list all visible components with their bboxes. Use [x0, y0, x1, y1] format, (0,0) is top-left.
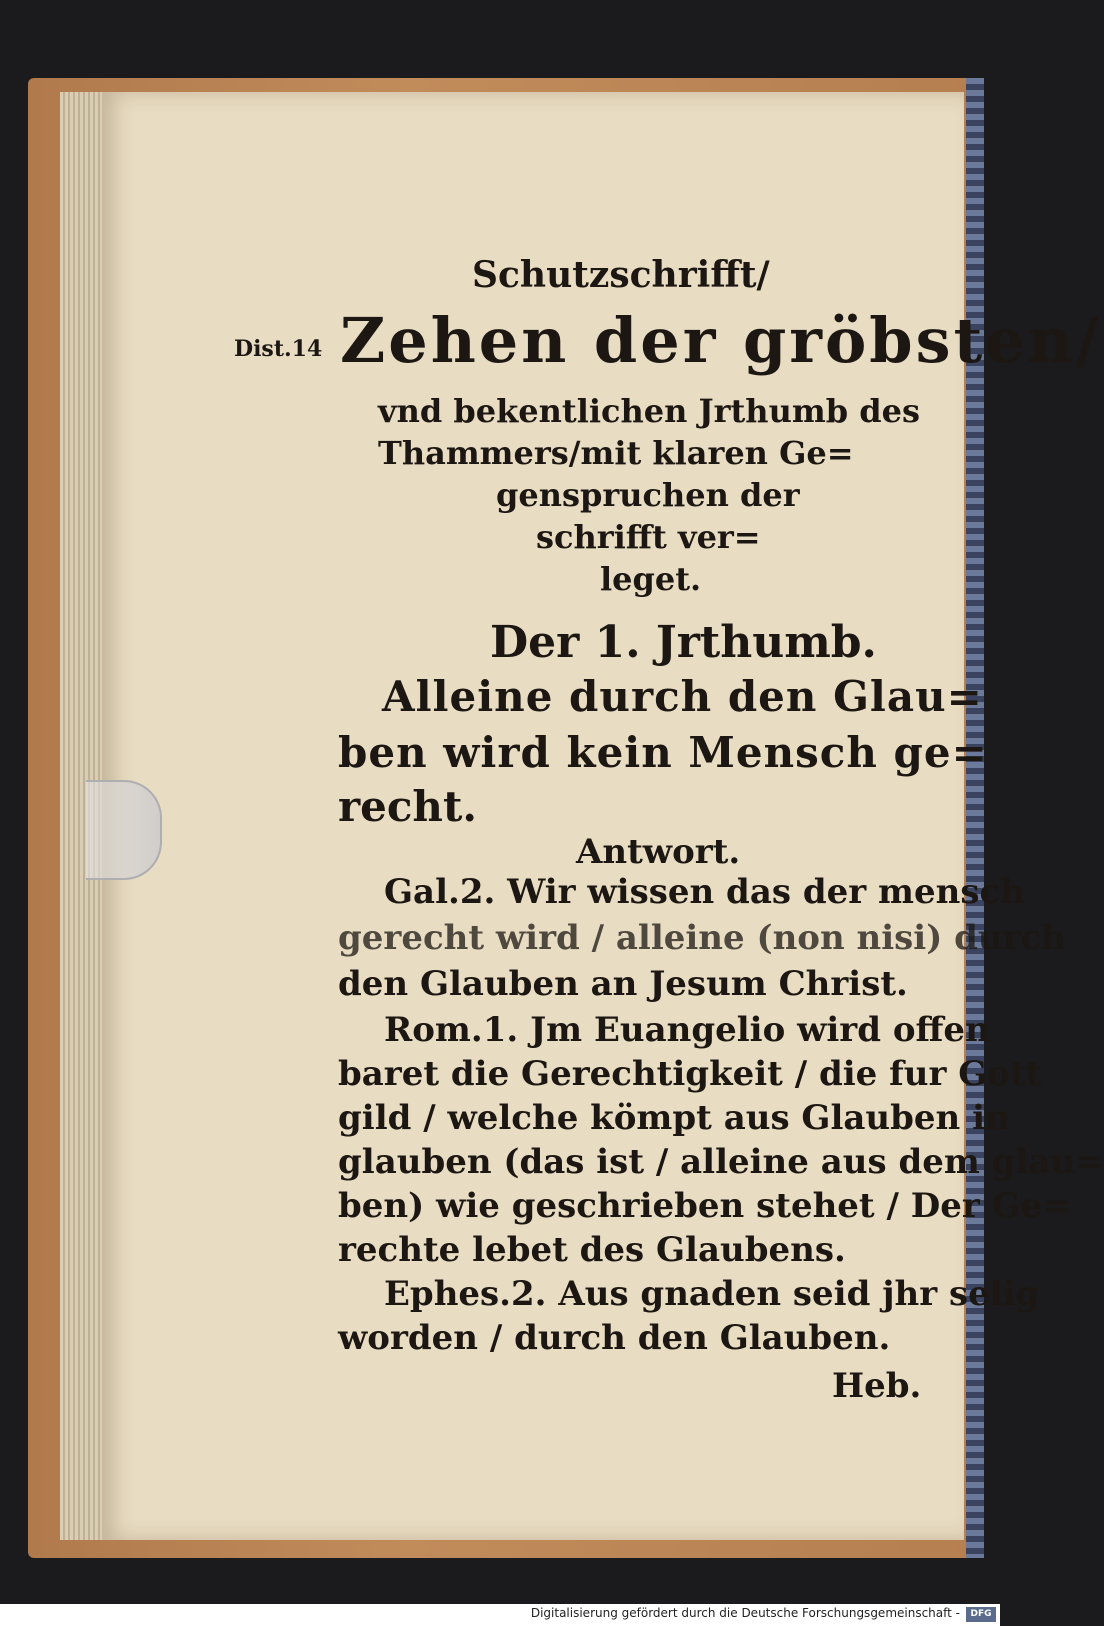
statement-line-2: ben wird kein Mensch ge=: [338, 728, 988, 777]
body-line: gerecht wird / alleine (non nisi) durch: [338, 918, 1066, 958]
footer-credit: Digitalisierung gefördert durch die Deutsche Forschungsgemeinschaft -: [530, 1606, 960, 1620]
signature-mark: Dist.14: [234, 336, 323, 362]
body-line: worden / durch den Glauben.: [338, 1318, 891, 1358]
body-line: ben) wie geschrieben stehet / Der Ge=: [338, 1186, 1071, 1226]
body-line: Gal.2. Wir wissen das der mensch: [384, 872, 1025, 912]
title-line-3: vnd bekentlichen Jrthumb des: [378, 392, 920, 430]
body-line: Ephes.2. Aus gnaden seid jhr selig: [384, 1274, 1040, 1314]
title-line-7: leget.: [600, 560, 702, 598]
title-line-5: genspruchen der: [496, 476, 800, 514]
title-line-2: Zehen der gröbsten/: [340, 304, 1102, 377]
body-line: gild / welche kömpt aus Glauben in: [338, 1098, 1010, 1138]
body-line: den Glauben an Jesum Christ.: [338, 964, 908, 1004]
body-line: Rom.1. Jm Euangelio wird offen: [384, 1010, 990, 1050]
body-line: glauben (das ist / alleine aus dem glau=: [338, 1142, 1104, 1182]
statement-line-3: recht.: [338, 782, 477, 831]
title-line-1: Schutzschrifft/: [472, 254, 770, 296]
title-line-4: Thammers/mit klaren Ge=: [378, 434, 854, 472]
book-page: [102, 92, 1104, 1540]
body-line: baret die Gerechtigkeit / die fur Gott: [338, 1054, 1042, 1094]
statement-line-1: Alleine durch den Glau=: [382, 672, 983, 721]
catchword: Heb.: [832, 1366, 922, 1406]
answer-heading: Antwort.: [576, 832, 741, 872]
dfg-logo: DFG: [966, 1607, 996, 1622]
title-line-6: schrifft ver=: [536, 518, 761, 556]
footer-bar: [0, 1604, 1000, 1626]
page-clip-tab: [86, 780, 162, 880]
section-heading: Der 1. Jrthumb.: [490, 617, 877, 668]
body-line: rechte lebet des Glaubens.: [338, 1230, 846, 1270]
spine-edge: [966, 78, 984, 1558]
page-text: [102, 92, 1104, 1540]
